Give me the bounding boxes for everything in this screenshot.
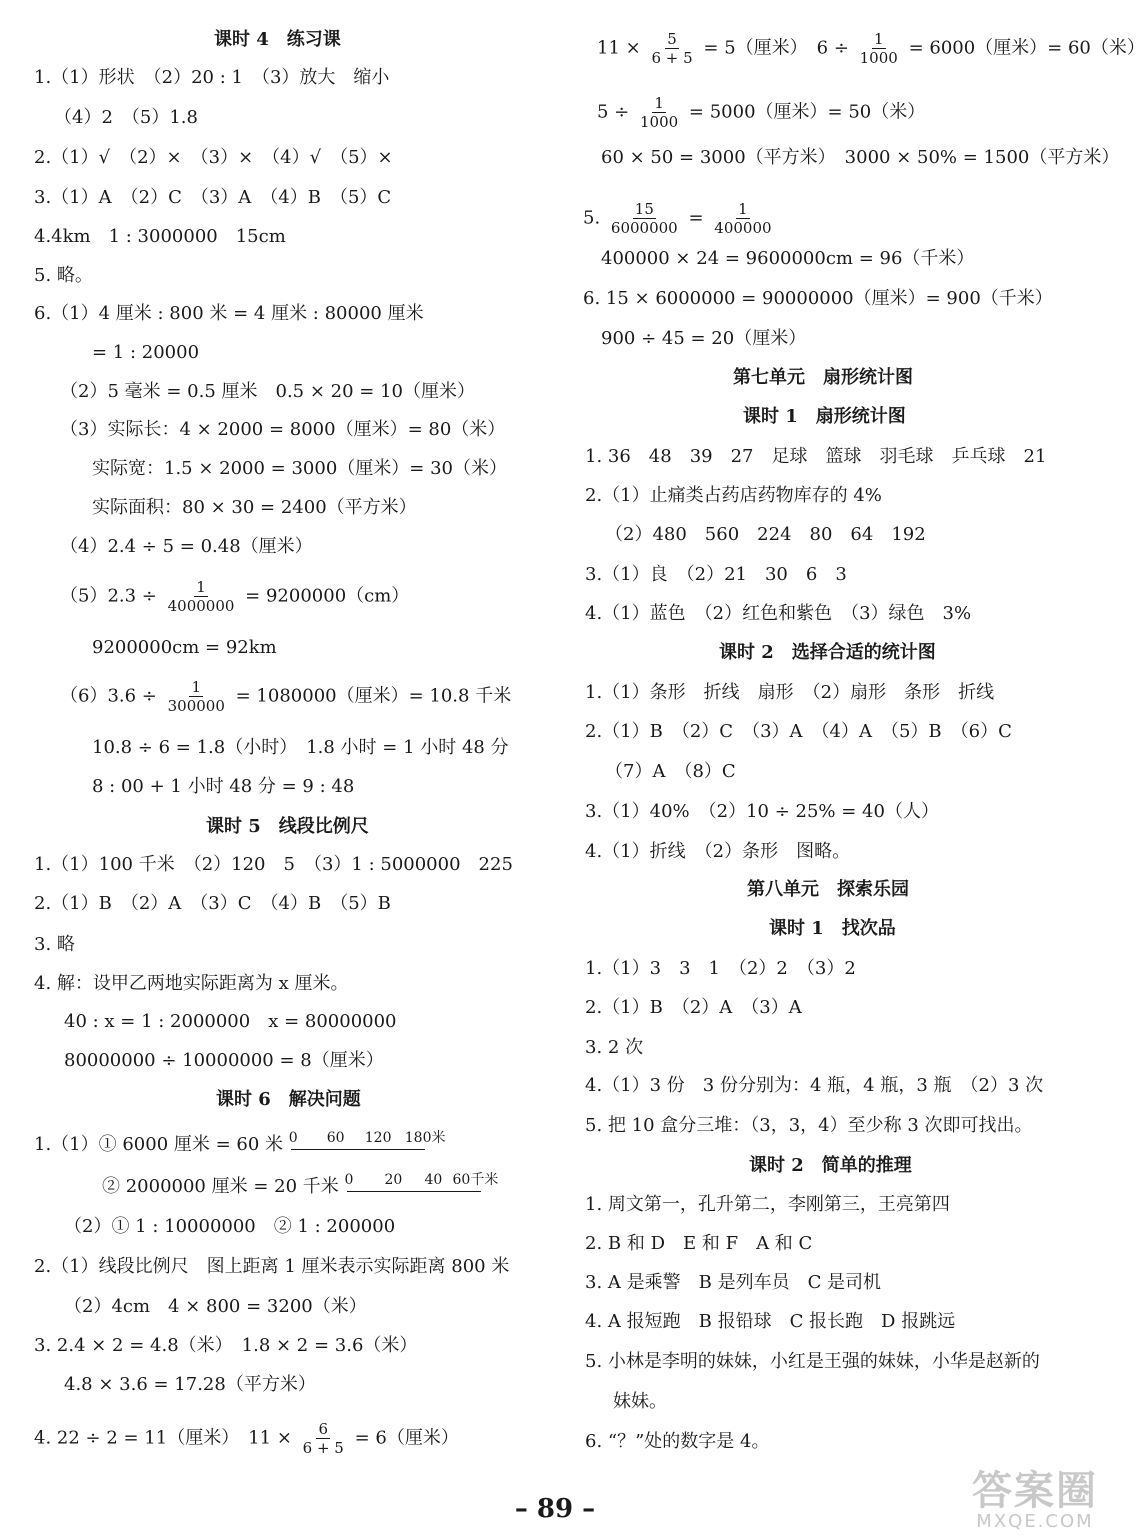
answer-line: 4.（1）折线 （2）条形 图略。 — [585, 841, 851, 862]
answer-line: 2.（1）B （2）C （3）A （4）A （5）B （6）C — [585, 721, 1012, 742]
answer-line: 1. 36 48 39 27 足球 篮球 羽毛球 乒乓球 21 — [585, 446, 1047, 467]
answer-line: = 1 : 20000 — [92, 342, 200, 363]
denominator: 6000000 — [610, 219, 678, 237]
answer-line: 3. 2.4 × 2 = 4.8（米） 1.8 × 2 = 3.6（米） — [34, 1335, 418, 1356]
answer-line: 2.（1）止痛类占药店药物库存的 4% — [585, 485, 882, 506]
answer-line: （2）4cm 4 × 800 = 3200（米） — [64, 1296, 367, 1317]
answer-line: 3. A 是乘警 B 是列车员 C 是司机 — [585, 1272, 882, 1293]
scale-tick-label: 180米 — [404, 1130, 446, 1146]
fraction — [301, 1420, 346, 1457]
numerator: 1 — [738, 200, 748, 218]
answer-line: 3.（1）良 （2）21 30 6 3 — [585, 564, 847, 585]
answer-line: 2.（1）B （2）A （3）C （4）B （5）B — [34, 893, 391, 914]
answer-line: （2）5 毫米 = 0.5 厘米 0.5 × 20 = 10（厘米） — [60, 381, 475, 402]
answer-line: 2.（1）√ （2）× （3）× （4）√ （5）× — [34, 147, 393, 168]
denominator: 1000 — [859, 49, 898, 67]
answer-line: （2）480 560 224 80 64 192 — [605, 524, 926, 545]
numerator: 6 — [318, 1420, 329, 1438]
answer-line: 实际面积：80 × 30 = 2400（平方米） — [92, 497, 417, 518]
answer-line: 40 : x = 1 : 2000000 x = 80000000 — [64, 1011, 397, 1032]
denominator: 1000 — [640, 113, 679, 131]
text: 5 ÷ — [597, 101, 630, 123]
unit7-lesson1-title: 课时 1 扇形统计图 — [743, 406, 906, 427]
unit7-title: 第七单元 扇形统计图 — [733, 367, 913, 388]
answer-line: 4.（1）蓝色 （2）红色和紫色 （3）绿色 3% — [585, 603, 972, 624]
fraction-line — [60, 578, 409, 615]
answer-line: （7）A （8）C — [605, 761, 736, 782]
numerator: 1 — [196, 578, 206, 596]
answer-line: 3. 2 次 — [585, 1037, 644, 1058]
numerator: 5 — [667, 30, 677, 48]
answer-line: 6. 15 × 6000000 = 90000000（厘米）= 900（千米） — [583, 288, 1053, 309]
text: 11 × — [597, 37, 641, 59]
text: （5）2.3 ÷ — [60, 585, 157, 607]
answer-line: 8 : 00 + 1 小时 48 分 = 9 : 48 — [92, 776, 355, 797]
text: 5. — [583, 207, 601, 229]
answer-line: （4）2.4 ÷ 5 = 0.48（厘米） — [60, 536, 313, 557]
line-segment-scale — [345, 1172, 505, 1202]
answer-line: 4.8 × 3.6 = 17.28（平方米） — [64, 1374, 316, 1395]
answer-line: 5. 小林是李明的妹妹，小红是王强的妹妹，小华是赵新的 — [585, 1351, 1040, 1372]
text: ② 2000000 厘米 = 20 千米 — [102, 1176, 339, 1197]
fraction-line — [60, 678, 511, 715]
answer-line: 3. 略 — [34, 934, 75, 955]
watermark-main: 答案圈 — [972, 1468, 1098, 1514]
fraction — [609, 200, 680, 237]
answer-line: 1.（1）3 3 1 （2）2 （3）2 — [585, 958, 856, 979]
answer-line: 60 × 50 = 3000（平方米） 3000 × 50% = 1500（平方米） — [601, 147, 1120, 168]
answer-line: 妹妹。 — [613, 1391, 667, 1412]
fraction-line — [597, 94, 925, 131]
scale-tick-label: 0 — [288, 1130, 298, 1146]
lesson5-title: 课时 5 线段比例尺 — [206, 816, 369, 837]
text: = 5（厘米） 6 ÷ — [703, 37, 849, 59]
text: = 9200000（cm） — [245, 585, 410, 607]
answer-line: （3）实际长：4 × 2000 = 8000（厘米）= 80（米） — [60, 419, 506, 440]
numerator: 1 — [191, 678, 202, 696]
line-segment-scale — [289, 1130, 449, 1160]
scale-tick-label: 40 — [424, 1172, 443, 1188]
answer-line: 2.（1）线段比例尺 图上距离 1 厘米表示实际距离 800 米 — [34, 1256, 510, 1277]
text: 4. 22 ÷ 2 = 11（厘米） 11 × — [34, 1427, 292, 1449]
text: （6）3.6 ÷ — [60, 685, 157, 707]
numerator: 15 — [634, 200, 654, 218]
answer-line: 4.（1）3 份 3 份分别为：4 瓶，4 瓶，3 瓶 （2）3 次 — [585, 1075, 1044, 1096]
answer-line: （4）2 （5）1.8 — [54, 107, 198, 128]
fraction — [166, 678, 227, 715]
lesson6-title: 课时 6 解决问题 — [216, 1089, 361, 1110]
text: = 5000（厘米）= 50（米） — [688, 101, 926, 123]
unit8-lesson2-title: 课时 2 简单的推理 — [749, 1155, 912, 1176]
answer-line: 6.（1）4 厘米 : 800 米 = 4 厘米 : 80000 厘米 — [34, 303, 424, 324]
fraction-line — [597, 30, 1145, 67]
scale-bar — [291, 1149, 425, 1150]
answer-line: 4. 解：设甲乙两地实际距离为 x 厘米。 — [34, 973, 349, 994]
scale-tick-label: 60 — [326, 1130, 345, 1146]
scale-tick-label: 120 — [364, 1130, 392, 1146]
answer-line: 2.（1）B （2）A （3）A — [585, 997, 802, 1018]
answer-line — [34, 1130, 449, 1160]
answer-line: 实际宽：1.5 × 2000 = 3000（厘米）= 30（米） — [92, 458, 508, 479]
fraction — [858, 30, 900, 67]
answer-line — [102, 1172, 505, 1202]
unit7-lesson2-title: 课时 2 选择合适的统计图 — [719, 642, 936, 663]
answer-line: （2）① 1 : 10000000 ② 1 : 200000 — [64, 1216, 396, 1237]
answer-line: 1.（1）条形 折线 扇形 （2）扇形 条形 折线 — [585, 682, 995, 703]
scale-tick-label: 60千米 — [452, 1172, 499, 1188]
unit8-title: 第八单元 探索乐园 — [747, 879, 909, 900]
fraction — [166, 578, 237, 615]
fraction-line: 5. $\frac{15}{6000000}$ = $\frac{1}{400000}$ — [583, 200, 772, 237]
unit8-lesson1-title: 课时 1 找次品 — [769, 918, 896, 939]
watermark-logo — [972, 1470, 1098, 1532]
denominator: 4000000 — [167, 597, 235, 615]
denominator: 6 + 5 — [651, 49, 693, 67]
fraction — [638, 94, 680, 131]
answer-line: 3.（1）40% （2）10 ÷ 25% = 40（人） — [585, 801, 939, 822]
lesson4-title: 课时 4 练习课 — [214, 29, 341, 50]
answer-line: 1. 周文第一，孔升第二，李刚第三，王亮第四 — [585, 1194, 950, 1215]
answer-line: 2. B 和 D E 和 F A 和 C — [585, 1233, 813, 1254]
denominator: 300000 — [167, 697, 225, 715]
numerator: 1 — [654, 94, 664, 112]
answer-line: 1.（1）100 千米 （2）120 5 （3）1 : 5000000 225 — [34, 854, 513, 875]
scale-tick-label: 0 — [344, 1172, 354, 1188]
page-number: – 89 – — [514, 1494, 596, 1524]
text: = 1080000（厘米）= 10.8 千米 — [235, 685, 512, 707]
text: = 6（厘米） — [354, 1427, 459, 1449]
scale-tick-label: 20 — [384, 1172, 403, 1188]
answer-line: 3.（1）A （2）C （3）A （4）B （5）C — [34, 187, 392, 208]
text: = 6000（厘米）= 60（米） — [908, 37, 1145, 59]
denominator: 400000 — [714, 219, 772, 237]
answer-line: 5. 把 10 盒分三堆：（3，3，4）至少称 3 次即可找出。 — [585, 1115, 1033, 1136]
answer-line: 10.8 ÷ 6 = 1.8（小时） 1.8 小时 = 1 小时 48 分 — [92, 737, 509, 758]
answer-line: 1.（1）形状 （2）20 : 1 （3）放大 缩小 — [34, 67, 390, 88]
fraction-line — [34, 1420, 459, 1457]
fraction — [649, 30, 694, 67]
text: 1.（1）① 6000 厘米 = 60 米 — [34, 1134, 284, 1155]
answer-line: 9200000cm = 92km — [92, 637, 277, 658]
fraction — [712, 200, 773, 237]
denominator: 6 + 5 — [302, 1439, 344, 1457]
answer-line: 4. A 报短跑 B 报铅球 C 报长跑 D 报跳远 — [585, 1311, 956, 1332]
answer-line: 900 ÷ 45 = 20（厘米） — [601, 328, 807, 349]
scale-bar — [347, 1191, 481, 1192]
numerator: 1 — [873, 30, 884, 48]
answer-line: 400000 × 24 = 9600000cm = 96（千米） — [601, 248, 975, 269]
answer-line: 5. 略。 — [34, 265, 93, 286]
watermark-sub: MXQE.COM — [976, 1511, 1094, 1532]
answer-line: 80000000 ÷ 10000000 = 8（厘米） — [64, 1050, 384, 1071]
answer-line: 6. “？”处的数字是 4。 — [585, 1431, 770, 1452]
answer-line: 4.4km 1 : 3000000 15cm — [34, 226, 286, 247]
